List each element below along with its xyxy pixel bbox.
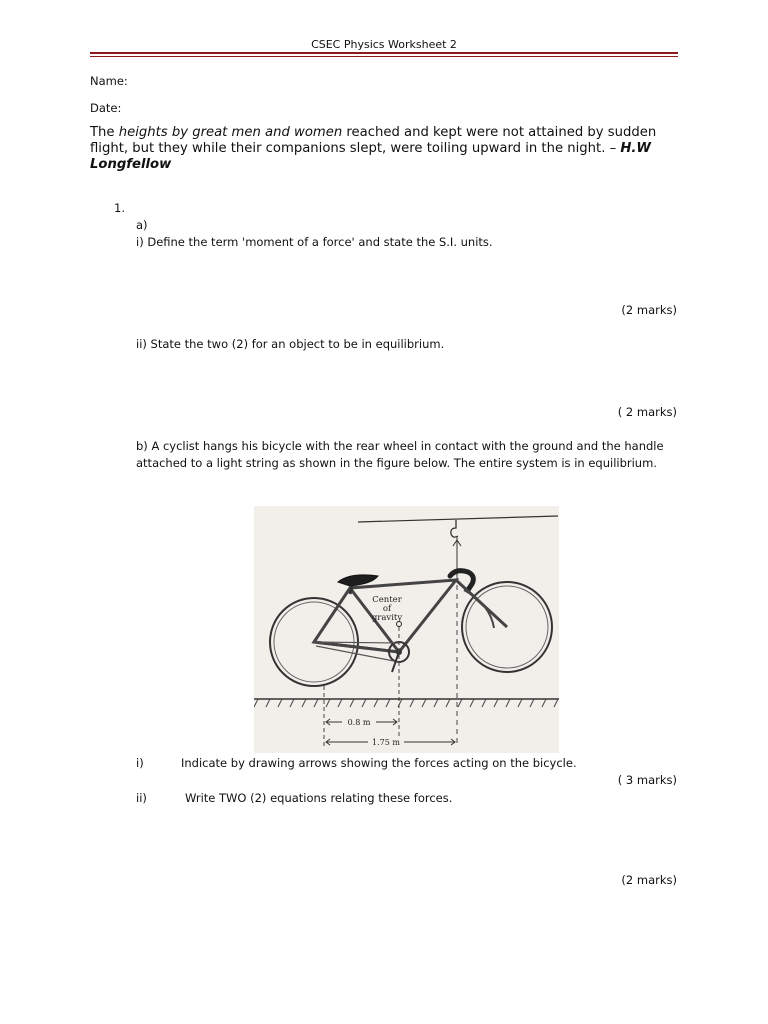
quote-body: reached and kept were not attained by sudden flight, but they while their companions slept, were toiling upward in the night. – xyxy=(90,125,657,156)
ceiling-line xyxy=(358,516,558,522)
question-b-ii-number: ii) xyxy=(136,791,147,805)
quote-paragraph xyxy=(90,125,680,173)
question-a-i: i) Define the term 'moment of a force' and state the S.I. units. xyxy=(136,235,493,249)
marks-b-i: ( 3 marks) xyxy=(617,773,677,787)
dim-long-label: 1.75 m xyxy=(372,738,400,747)
date-label: Date: xyxy=(90,101,122,115)
question-b-ii: Write TWO (2) equations relating these forces. xyxy=(185,791,453,805)
header-rule-bottom xyxy=(90,56,678,57)
question-number: 1. xyxy=(114,201,125,215)
seat-post xyxy=(350,586,352,594)
ground-hatching xyxy=(254,699,558,707)
header-rule-top xyxy=(90,52,678,54)
hook-icon xyxy=(451,520,458,537)
cog-label-line3: gravity xyxy=(371,613,403,623)
question-b-i-number: i) xyxy=(136,756,144,770)
question-b-i: Indicate by drawing arrows showing the forces acting on the bicycle. xyxy=(181,756,577,770)
cog-label-line1: Center xyxy=(372,595,402,605)
bicycle-figure xyxy=(254,506,559,753)
page-header-title: CSEC Physics Worksheet 2 xyxy=(311,38,457,51)
quote-emphasis: heights by great men and women xyxy=(118,125,343,140)
dim-short-label: 0.8 m xyxy=(347,718,371,727)
seat-icon xyxy=(338,575,378,586)
cog-label-line2: of xyxy=(382,604,392,614)
marks-a-i: (2 marks) xyxy=(621,303,677,317)
question-a-ii: ii) State the two (2) for an object to be in equilibrium. xyxy=(136,337,445,351)
marks-b-ii: (2 marks) xyxy=(621,873,677,887)
quote-prefix: The xyxy=(90,125,119,140)
name-label: Name: xyxy=(90,74,128,88)
marks-a-ii: ( 2 marks) xyxy=(617,405,677,419)
bicycle-diagram xyxy=(254,506,559,753)
part-a-label: a) xyxy=(136,218,148,232)
quote-author: H.W Longfellow xyxy=(90,141,651,172)
question-b-text: b) A cyclist hangs his bicycle with the rear wheel in contact with the ground and the handle attached to a light string as shown in the figure below. The entire system is in equilibrium. xyxy=(136,439,664,470)
